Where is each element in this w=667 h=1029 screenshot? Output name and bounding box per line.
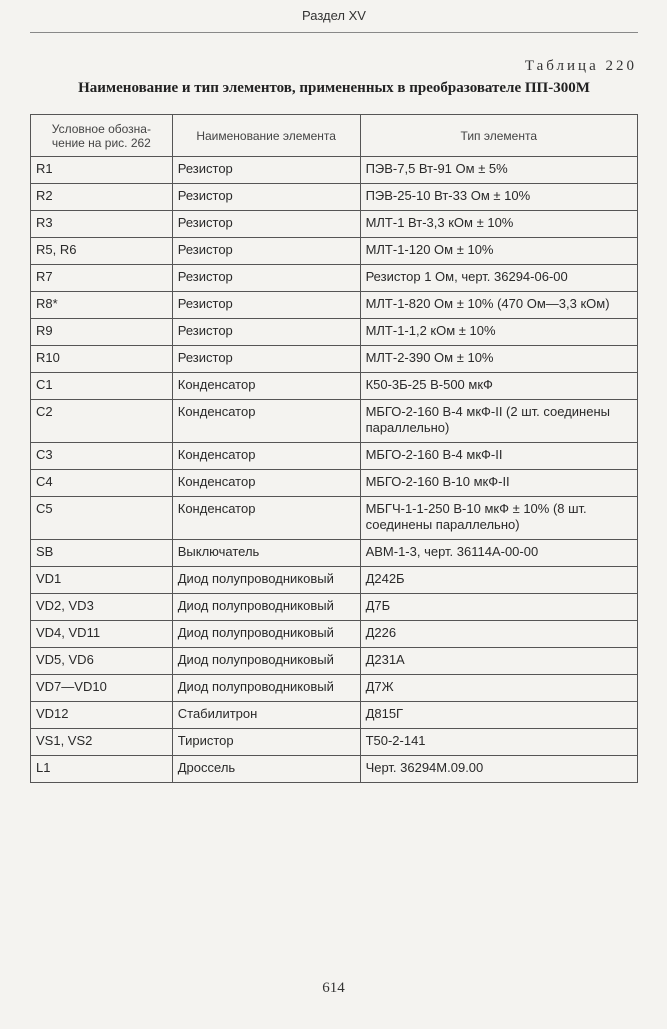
cell-name: Резистор: [172, 319, 360, 346]
cell-type: Резистор 1 Ом, черт. 36294-06-00: [360, 265, 637, 292]
table-row: [31, 567, 638, 594]
table-row: [31, 675, 638, 702]
cell-ref: R1: [31, 157, 173, 184]
table-row: [31, 319, 638, 346]
cell-type: Д815Г: [360, 702, 637, 729]
table-title: Наименование и тип элементов, примененных в преобразователе ПП-300М: [78, 80, 590, 96]
cell-type: МБГО-2-160 В-4 мкФ-II: [360, 443, 637, 470]
cell-ref: С5: [31, 497, 173, 540]
cell-name: Диод полупроводниковый: [172, 567, 360, 594]
column-header-ref: Условное обозна-чение на рис. 262: [31, 115, 173, 157]
cell-ref: VD12: [31, 702, 173, 729]
cell-ref: С1: [31, 373, 173, 400]
cell-name: Конденсатор: [172, 400, 360, 443]
table-row: [31, 621, 638, 648]
cell-name: Тиристор: [172, 729, 360, 756]
table-row: [31, 292, 638, 319]
cell-name: Конденсатор: [172, 470, 360, 497]
cell-name: Конденсатор: [172, 443, 360, 470]
cell-type: МЛТ-1 Вт-3,3 кОм ± 10%: [360, 211, 637, 238]
cell-type: ПЭВ-25-10 Вт-33 Ом ± 10%: [360, 184, 637, 211]
cell-ref: R10: [31, 346, 173, 373]
cell-type: МЛТ-1-120 Ом ± 10%: [360, 238, 637, 265]
cell-type: ПЭВ-7,5 Вт-91 Ом ± 5%: [360, 157, 637, 184]
cell-name: Резистор: [172, 184, 360, 211]
column-header-name: Наименование элемента: [172, 115, 360, 157]
cell-ref: VD1: [31, 567, 173, 594]
table-row: [31, 470, 638, 497]
cell-ref: R2: [31, 184, 173, 211]
table-row: [31, 265, 638, 292]
table-row: [31, 346, 638, 373]
cell-ref: С4: [31, 470, 173, 497]
cell-name: Резистор: [172, 211, 360, 238]
cell-ref: VD4, VD11: [31, 621, 173, 648]
cell-name: Диод полупроводниковый: [172, 621, 360, 648]
header-rule: [30, 32, 638, 33]
cell-ref: L1: [31, 756, 173, 783]
cell-name: Диод полупроводниковый: [172, 648, 360, 675]
cell-type: МЛТ-1-1,2 кОм ± 10%: [360, 319, 637, 346]
table-row: [31, 400, 638, 443]
table-row: [31, 540, 638, 567]
table-header-row: [31, 115, 638, 157]
cell-name: Диод полупроводниковый: [172, 675, 360, 702]
cell-name: Резистор: [172, 265, 360, 292]
column-header-type: Тип элемента: [360, 115, 637, 157]
cell-type: Д231А: [360, 648, 637, 675]
table-row: [31, 157, 638, 184]
cell-ref: R9: [31, 319, 173, 346]
table-row: [31, 373, 638, 400]
cell-ref: VD2, VD3: [31, 594, 173, 621]
cell-type: Д226: [360, 621, 637, 648]
cell-type: Д242Б: [360, 567, 637, 594]
table-row: [31, 648, 638, 675]
table-number: Таблица 220: [524, 58, 637, 74]
page-number: 614: [322, 980, 345, 996]
cell-name: Диод полупроводниковый: [172, 594, 360, 621]
cell-ref: R7: [31, 265, 173, 292]
cell-ref: VD7—VD10: [31, 675, 173, 702]
cell-ref: R8*: [31, 292, 173, 319]
cell-name: Дроссель: [172, 756, 360, 783]
cell-type: Т50-2-141: [360, 729, 637, 756]
cell-ref: VS1, VS2: [31, 729, 173, 756]
cell-type: Д7Б: [360, 594, 637, 621]
cell-name: Стабилитрон: [172, 702, 360, 729]
table-row: [31, 443, 638, 470]
cell-ref: SB: [31, 540, 173, 567]
cell-type: Д7Ж: [360, 675, 637, 702]
table-row: [31, 756, 638, 783]
cell-name: Резистор: [172, 157, 360, 184]
cell-name: Конденсатор: [172, 373, 360, 400]
components-table: [30, 114, 638, 783]
cell-ref: R3: [31, 211, 173, 238]
table-row: [31, 594, 638, 621]
cell-ref: С2: [31, 400, 173, 443]
running-header: Раздел XV: [302, 8, 366, 23]
cell-name: Резистор: [172, 238, 360, 265]
cell-type: МБГО-2-160 В-4 мкФ-II (2 шт. соединены параллельно): [360, 400, 637, 443]
cell-type: МЛТ-1-820 Ом ± 10% (470 Ом—3,3 кОм): [360, 292, 637, 319]
cell-ref: С3: [31, 443, 173, 470]
table-row: [31, 702, 638, 729]
cell-type: МБГО-2-160 В-10 мкФ-II: [360, 470, 637, 497]
cell-ref: VD5, VD6: [31, 648, 173, 675]
table-row: [31, 238, 638, 265]
cell-type: Черт. 36294М.09.00: [360, 756, 637, 783]
cell-type: МБГЧ-1-1-250 В-10 мкФ ± 10% (8 шт. соединены параллельно): [360, 497, 637, 540]
cell-type: МЛТ-2-390 Ом ± 10%: [360, 346, 637, 373]
cell-ref: R5, R6: [31, 238, 173, 265]
cell-name: Конденсатор: [172, 497, 360, 540]
cell-name: Выключатель: [172, 540, 360, 567]
table-row: [31, 497, 638, 540]
cell-name: Резистор: [172, 292, 360, 319]
cell-type: К50-3Б-25 В-500 мкФ: [360, 373, 637, 400]
cell-name: Резистор: [172, 346, 360, 373]
cell-type: АВМ-1-3, черт. 36114А-00-00: [360, 540, 637, 567]
table-row: [31, 729, 638, 756]
table-row: [31, 184, 638, 211]
table-row: [31, 211, 638, 238]
